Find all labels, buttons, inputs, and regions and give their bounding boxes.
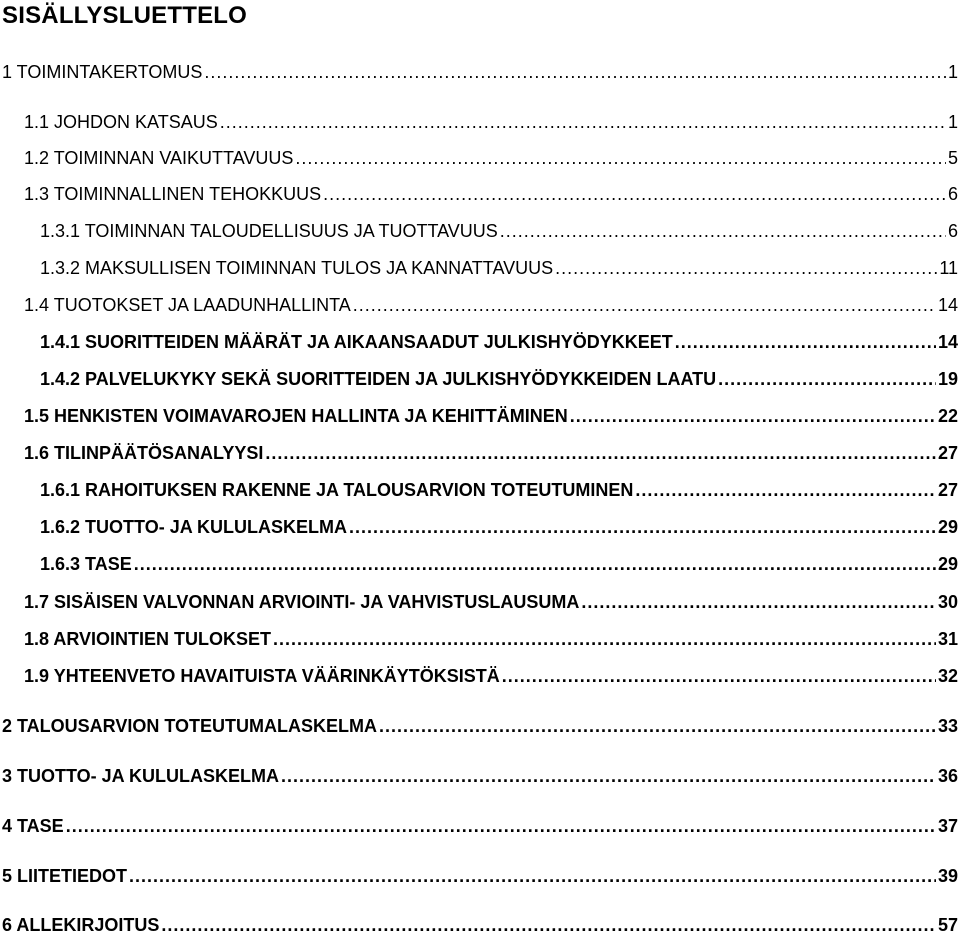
toc-entry-tuotokset-ja-laadunhallinta[interactable] (24, 294, 958, 316)
toc-entry-page: 57 (937, 915, 958, 935)
toc-entry-page: 6 (947, 184, 958, 204)
dot-leader (502, 665, 936, 687)
toc-entry-page: 33 (937, 716, 958, 736)
toc-entry-toiminnan-vaikuttavuus[interactable] (24, 147, 958, 169)
toc-entry-page: 32 (937, 666, 958, 686)
toc-entry-label: 4 TASE (2, 816, 64, 836)
toc-entry-maksullisen-toiminnan-tulos[interactable] (40, 257, 958, 279)
toc-entry-label: 1.5 HENKISTEN VOIMAVAROJEN HALLINTA JA KEHITTÄMINEN (24, 406, 568, 426)
dot-leader (66, 815, 936, 837)
toc-entry-page: 11 (939, 258, 958, 278)
toc-entry-label: 1.4.1 SUORITTEIDEN MÄÄRÄT JA AIKAANSAADUT JULKISHYÖDYKKEET (40, 332, 673, 352)
dot-leader (220, 111, 946, 133)
toc-entry-page: 19 (937, 369, 958, 389)
toc-entry-sisaisen-valvonnan-arviointi[interactable] (24, 591, 958, 613)
dot-leader (265, 442, 936, 464)
toc-entry-page: 31 (937, 629, 958, 649)
toc-entry-page: 29 (937, 554, 958, 574)
toc-entry-liitetiedot[interactable] (2, 865, 958, 887)
toc-entry-page: 1 (947, 112, 958, 132)
toc-entry-label: 2 TALOUSARVION TOTEUTUMALASKELMA (2, 716, 378, 736)
toc-entry-toimintakertomus[interactable] (2, 61, 958, 83)
toc-entry-tuotto-ja-kululaskelma-162[interactable] (40, 516, 958, 538)
toc-entry-label: 1.9 YHTEENVETO HAVAITUISTA VÄÄRINKÄYTÖKSISTÄ (24, 666, 500, 686)
toc-entry-page: 27 (937, 480, 958, 500)
dot-leader (570, 405, 936, 427)
toc-entry-label: 1.6.1 RAHOITUKSEN RAKENNE JA TALOUSARVION TOTEUTUMINEN (40, 480, 634, 500)
toc-entry-label: 5 LIITETIEDOT (2, 866, 128, 886)
toc-entry-tilinpaatosanalyysi[interactable] (24, 442, 958, 464)
dot-leader (204, 61, 946, 83)
toc-entry-page: 27 (937, 443, 958, 463)
toc-entry-tase-163[interactable] (40, 553, 958, 575)
toc-entry-page: 29 (937, 517, 958, 537)
toc-entry-rahoituksen-rakenne[interactable] (40, 479, 958, 501)
toc-entry-talousarvion-toteutumalaskelma[interactable] (2, 715, 958, 737)
toc-entry-label: 1.1 JOHDON KATSAUS (24, 112, 218, 132)
toc-entry-palvelukyky[interactable] (40, 368, 958, 390)
toc-entry-label: 1.7 SISÄISEN VALVONNAN ARVIOINTI- JA VAHVISTUSLAUSUMA (24, 592, 580, 612)
dot-leader (635, 479, 936, 501)
toc-entry-label: 1.8 ARVIOINTIEN TULOKSET (24, 629, 272, 649)
toc-entry-toiminnallinen-tehokkuus[interactable] (24, 183, 958, 205)
toc-entry-johdon-katsaus[interactable] (24, 111, 958, 133)
toc-entry-tase[interactable] (2, 815, 958, 837)
toc-entry-page: 14 (937, 295, 958, 315)
dot-leader (581, 591, 936, 613)
toc-entry-page: 30 (937, 592, 958, 612)
toc-entry-label: 1.3 TOIMINNALLINEN TEHOKKUUS (24, 184, 322, 204)
dot-leader (349, 516, 936, 538)
toc-entry-arviointien-tulokset[interactable] (24, 628, 958, 650)
toc-entry-label: 1.2 TOIMINNAN VAIKUTTAVUUS (24, 148, 294, 168)
toc-entry-page: 14 (937, 332, 958, 352)
toc-entry-page: 5 (947, 148, 958, 168)
toc-entry-page: 6 (947, 221, 958, 241)
dot-leader (675, 331, 936, 353)
dot-leader (295, 147, 946, 169)
dot-leader (718, 368, 936, 390)
dot-leader (273, 628, 936, 650)
dot-leader (323, 183, 946, 205)
toc-entry-label: 1.6 TILINPÄÄTÖSANALYYSI (24, 443, 264, 463)
dot-leader (555, 257, 937, 279)
toc-entry-tuotto-ja-kululaskelma[interactable] (2, 765, 958, 787)
dot-leader (500, 220, 946, 242)
toc-entry-page: 37 (937, 816, 958, 836)
dot-leader (379, 715, 936, 737)
dot-leader (281, 765, 936, 787)
toc-entry-yhteenveto-vaarinkaytoksista[interactable] (24, 665, 958, 687)
toc-entry-label: 1.4.2 PALVELUKYKY SEKÄ SUORITTEIDEN JA JULKISHYÖDYKKEIDEN LAATU (40, 369, 717, 389)
dot-leader (161, 914, 936, 936)
toc-entry-label: 6 ALLEKIRJOITUS (2, 915, 160, 935)
toc-entry-label: 1.3.2 MAKSULLISEN TOIMINNAN TULOS JA KANNATTAVUUS (40, 258, 554, 278)
toc-entry-page: 1 (947, 62, 958, 82)
toc-title: SISÄLLYSLUETTELO (2, 2, 248, 29)
toc-entry-label: 1.6.2 TUOTTO- JA KULULASKELMA (40, 517, 348, 537)
toc-entry-page: 22 (937, 406, 958, 426)
toc-entry-allekirjoitus[interactable] (2, 914, 958, 936)
toc-entry-label: 1.6.3 TASE (40, 554, 132, 574)
toc-entry-label: 1.3.1 TOIMINNAN TALOUDELLISUUS JA TUOTTAVUUS (40, 221, 498, 241)
toc-entry-toiminnan-taloudellisuus[interactable] (40, 220, 958, 242)
toc-entry-label: 3 TUOTTO- JA KULULASKELMA (2, 766, 279, 786)
dot-leader (129, 865, 936, 887)
toc-entry-suoritteiden-maarat[interactable] (40, 331, 958, 353)
dot-leader (353, 294, 936, 316)
toc-entry-henkisten-voimavarojen-hallinta[interactable] (24, 405, 958, 427)
toc-entry-label: 1 TOIMINTAKERTOMUS (2, 62, 203, 82)
toc-entry-page: 39 (937, 866, 958, 886)
dot-leader (134, 553, 936, 575)
toc-entry-label: 1.4 TUOTOKSET JA LAADUNHALLINTA (24, 295, 351, 315)
toc-entry-page: 36 (937, 766, 958, 786)
